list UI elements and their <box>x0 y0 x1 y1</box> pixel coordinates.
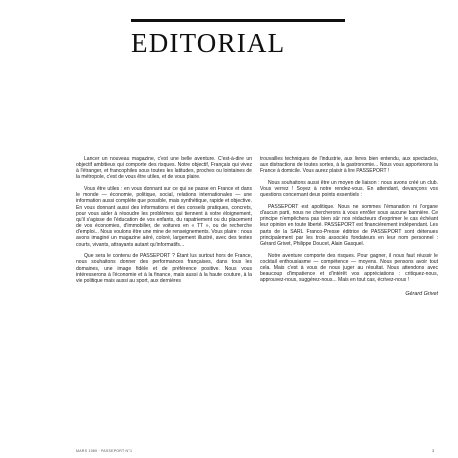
left-paragraph-1: Lancer un nouveau magazine, c'est une belle aventure. C'est-à-dire un objectif ambitieux qui comporte des risques. Notre objectif, Français qui vivez à l'étranger, et francophiles sous toutes les latitudes, proches ou lointaines de la métropole, c'est de vous être utiles, et de vous plaire. <box>76 156 252 181</box>
title-rule <box>131 19 345 22</box>
right-paragraph-2: Nous souhaitons aussi être un moyen de liaison : nous avons créé un club. Vous verrez ! Soyez à notre rendez-vous. En attendant, devançons vos questions concernant deux points essentiels : <box>260 179 438 199</box>
footer-issue-info: MARS 1989 · PASSEPORT N°1 <box>76 449 133 453</box>
author-signature: Gérard Grivet <box>405 291 438 298</box>
right-paragraph-3: PASSEPORT est apolitique. Nous ne sommes l'émanation ni l'organe d'aucun parti, nous ne chercherons à vous enrôler sous aucune bannière. Ce principe n'empêchera pas bien sûr nos rédacteurs d'exprimer le cas échéant leur opinion en toute liberté. PASSEPORT est financièrement indépendant. Les parts de la SARL Franco-Presse éditrice de PASSEPORT sont détenues principalement par les trois associés fondateurs en leur nom personnel : Gérard Grivet, Philippe Doucet, Alain Gasquel. <box>260 203 438 247</box>
page-number: 3 <box>432 448 435 453</box>
right-column <box>260 156 438 297</box>
right-paragraph-4: Notre aventure comporte des risques. Pour gagner, il nous faut réussir le cocktail enthousiasme — compétence — moyens. Nous pensons avoir tout cela. Mais c'est à vous de nous juger au résultat. Nous attendons avec beaucoup d'impatience et d'intérêt vos appréciations : critiquez-nous, approuvez-nous, suggérez-nous... Mais en tout cas, écrivez-nous ! <box>260 252 438 284</box>
left-paragraph-2: Vous être utiles : en vous donnant sur ce qui se passe en France et dans le monde — économie, politique, social, relations internationales — une information aussi complète que possible, mais synthétique, rapide et objective. En vous donnant aussi des informations et des conseils pratiques, concrets, pour vous aider à résoudre les problèmes qui tiennent à votre éloignement, qu'il s'agisse de l'éducation de vos enfants, du rapatriement ou du placement de vos économies, d'immobilier, de voitures en « TT », ou de recherche d'emploi... Nous voulons être une mine de renseignements. Vous plaire : nous avons imaginé un magazine aéré, coloré, largement illustré, avec des textes courts, vivants, attrayants autant qu'informatifs... <box>76 186 252 248</box>
page-title: EDITORIAL <box>131 28 286 58</box>
left-column <box>76 156 252 289</box>
right-paragraph-1: trouvailles techniques de l'industrie, aux livres bien entendu, aux spectacles, aux distractions de toutes sortes, à la gastronomie... Nous vous apporterons la France à domicile. Vous aurez plaisir à lire PASSEPORT ! <box>260 156 438 175</box>
left-paragraph-3: Que sera le contenu de PASSEPORT ? Étant lus surtout hors de France, nous souhaitons donner des performances françaises, dans tous les domaines, une image fidèle et de préférence positive. Nous vous intéresserons à l'économie et à la finance, mais aussi à la haute couture, à la vie politique mais aussi au sport, aux dernières <box>76 253 252 284</box>
